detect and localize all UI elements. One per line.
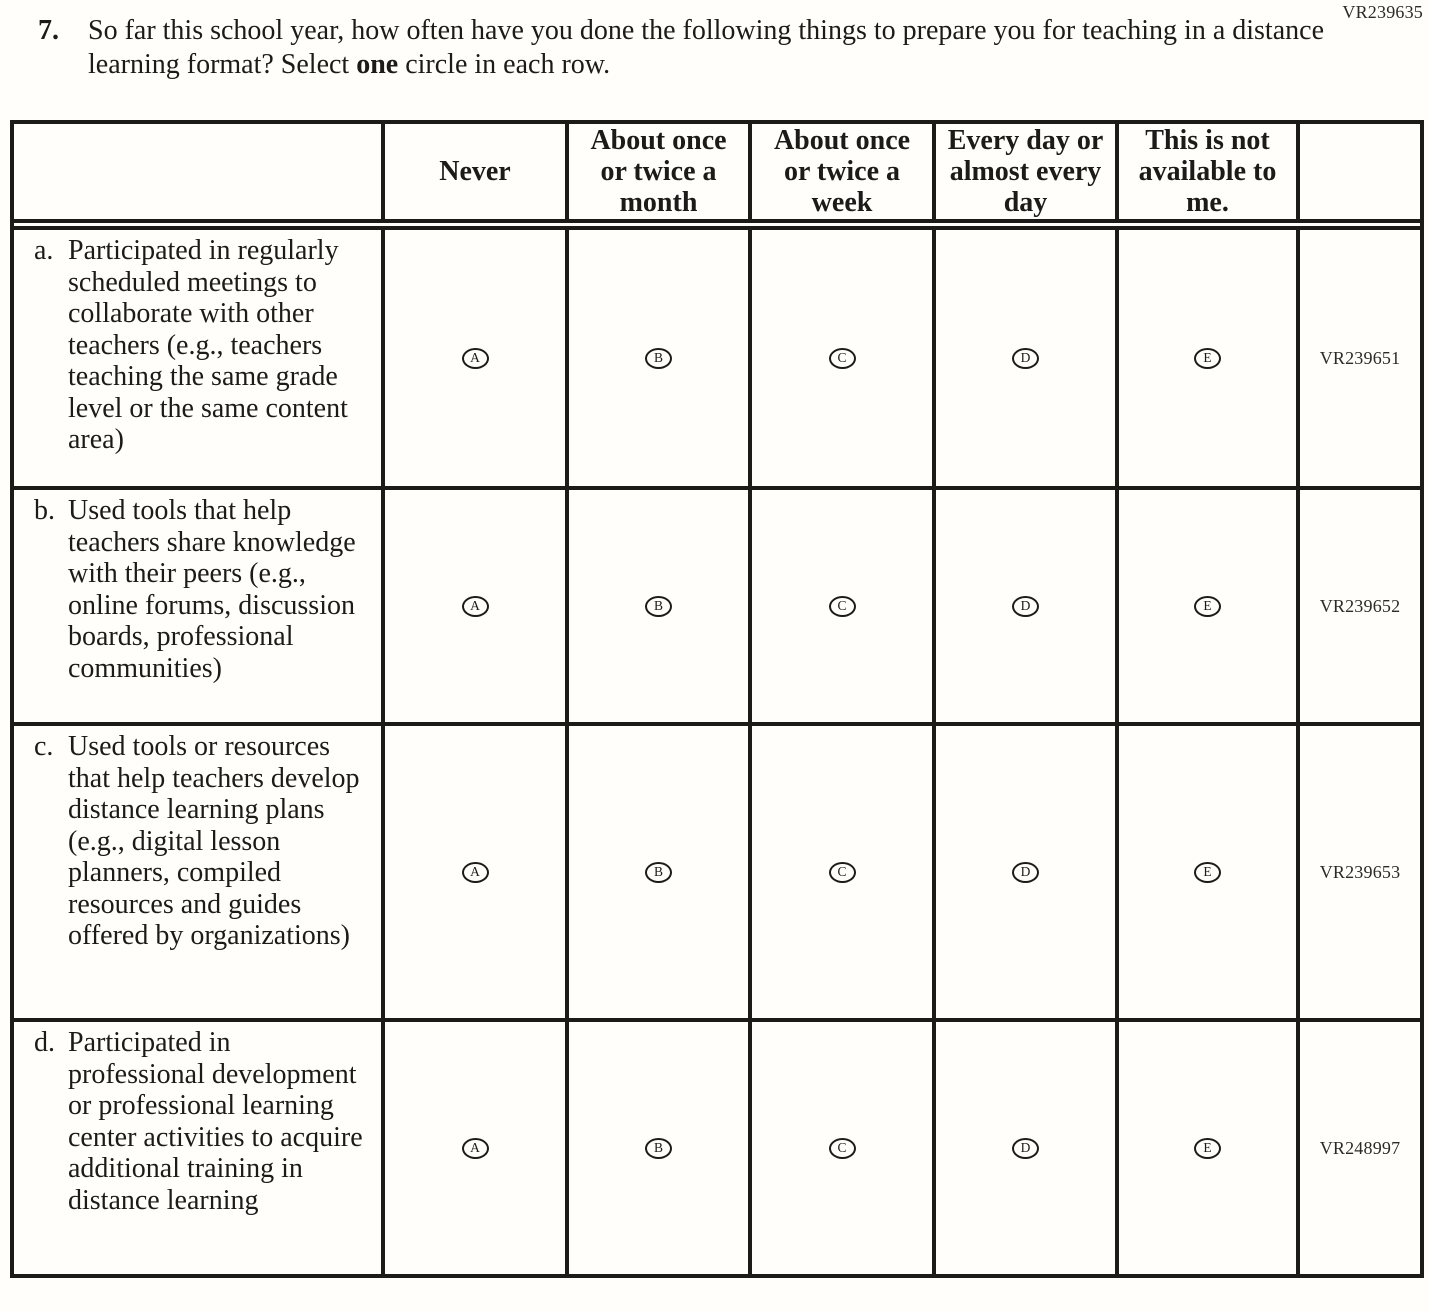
- item-c-stem: [14, 726, 385, 1018]
- bubble-c-C[interactable]: C: [829, 862, 856, 883]
- item-d-stem: [14, 1022, 385, 1274]
- item-a-option-everyday: [936, 230, 1119, 486]
- bubble-d-A[interactable]: A: [462, 1138, 489, 1159]
- bubble-a-B[interactable]: B: [645, 348, 672, 369]
- item-c-letter: c.: [34, 731, 54, 762]
- item-a-option-month: [569, 230, 752, 486]
- bubble-d-E[interactable]: E: [1194, 1138, 1221, 1159]
- bubble-b-D[interactable]: D: [1012, 596, 1039, 617]
- item-b-letter: b.: [34, 495, 55, 526]
- item-c-text: Used tools or resources that help teachers develop distance learning plans (e.g., digital lesson planners, compiled resources and guides offered by organizations): [68, 731, 360, 951]
- header-blank-cell: [14, 124, 385, 219]
- item-a-option-week: [752, 230, 936, 486]
- item-c-option-never: [385, 726, 569, 1018]
- item-b-option-week: [752, 490, 936, 722]
- item-b-text: Used tools that help teachers share knowledge with their peers (e.g., online forums, discussion boards, professional communities): [68, 495, 356, 684]
- item-d-text: Participated in professional development or professional learning center activities to acquire additional training in distance learning: [68, 1027, 363, 1216]
- page-vr-code: VR239635: [1342, 2, 1423, 22]
- bubble-a-C[interactable]: C: [829, 348, 856, 369]
- item-b-vr-code: VR239652: [1319, 595, 1401, 616]
- item-a-letter: a.: [34, 235, 54, 266]
- table-row-d: [14, 1018, 1420, 1274]
- bubble-d-B[interactable]: B: [645, 1138, 672, 1159]
- bubble-b-B[interactable]: B: [645, 596, 672, 617]
- item-d-letter: d.: [34, 1027, 55, 1058]
- item-a-vr-code: VR239651: [1319, 347, 1401, 368]
- question-number: 7.: [38, 15, 59, 46]
- header-never: Never: [385, 124, 569, 219]
- item-a-option-never: [385, 230, 569, 486]
- item-d-vr-code: VR248997: [1319, 1137, 1401, 1158]
- bubble-b-A[interactable]: A: [462, 596, 489, 617]
- item-b-option-notavailable: [1119, 490, 1300, 722]
- question-bold-word: one: [356, 49, 399, 80]
- item-b-option-everyday: [936, 490, 1119, 722]
- item-d-option-notavailable: [1119, 1022, 1300, 1274]
- item-b-option-month: [569, 490, 752, 722]
- item-d-option-everyday: [936, 1022, 1119, 1274]
- frequency-matrix-table: [10, 120, 1424, 1278]
- item-d-option-week: [752, 1022, 936, 1274]
- item-a-stem: [14, 230, 385, 486]
- bubble-c-B[interactable]: B: [645, 862, 672, 883]
- item-a-text: Participated in regularly scheduled meetings to collaborate with other teachers (e.g., teachers teaching the same grade level or the same content area): [68, 235, 348, 455]
- bubble-d-C[interactable]: C: [829, 1138, 856, 1159]
- bubble-c-A[interactable]: A: [462, 862, 489, 883]
- header-not-available: This is not available to me.: [1119, 124, 1300, 219]
- item-c-option-month: [569, 726, 752, 1018]
- header-every-day: Every day or almost every day: [936, 124, 1119, 219]
- item-b-option-never: [385, 490, 569, 722]
- header-code-cell: [1300, 124, 1420, 219]
- table-row-b: [14, 486, 1420, 722]
- question-text: So far this school year, how often have you done the following things to prepare you for teaching in a distance learning format? Select one circle in each row.: [88, 15, 1324, 80]
- bubble-c-D[interactable]: D: [1012, 862, 1039, 883]
- header-once-twice-week: About once or twice a week: [752, 124, 936, 219]
- table-header-row: [14, 124, 1420, 230]
- bubble-d-D[interactable]: D: [1012, 1138, 1039, 1159]
- table-row-a: [14, 230, 1420, 486]
- item-b-stem: [14, 490, 385, 722]
- item-c-option-week: [752, 726, 936, 1018]
- bubble-a-D[interactable]: D: [1012, 348, 1039, 369]
- bubble-a-E[interactable]: E: [1194, 348, 1221, 369]
- item-c-option-notavailable: [1119, 726, 1300, 1018]
- table-row-c: [14, 722, 1420, 1018]
- item-a-option-notavailable: [1119, 230, 1300, 486]
- item-c-vr-code: VR239653: [1319, 861, 1401, 882]
- item-c-option-everyday: [936, 726, 1119, 1018]
- header-once-twice-month: About once or twice a month: [569, 124, 752, 219]
- item-d-option-never: [385, 1022, 569, 1274]
- bubble-b-E[interactable]: E: [1194, 596, 1221, 617]
- bubble-c-E[interactable]: E: [1194, 862, 1221, 883]
- bubble-b-C[interactable]: C: [829, 596, 856, 617]
- item-d-option-month: [569, 1022, 752, 1274]
- question-stem: [38, 14, 1368, 82]
- bubble-a-A[interactable]: A: [462, 348, 489, 369]
